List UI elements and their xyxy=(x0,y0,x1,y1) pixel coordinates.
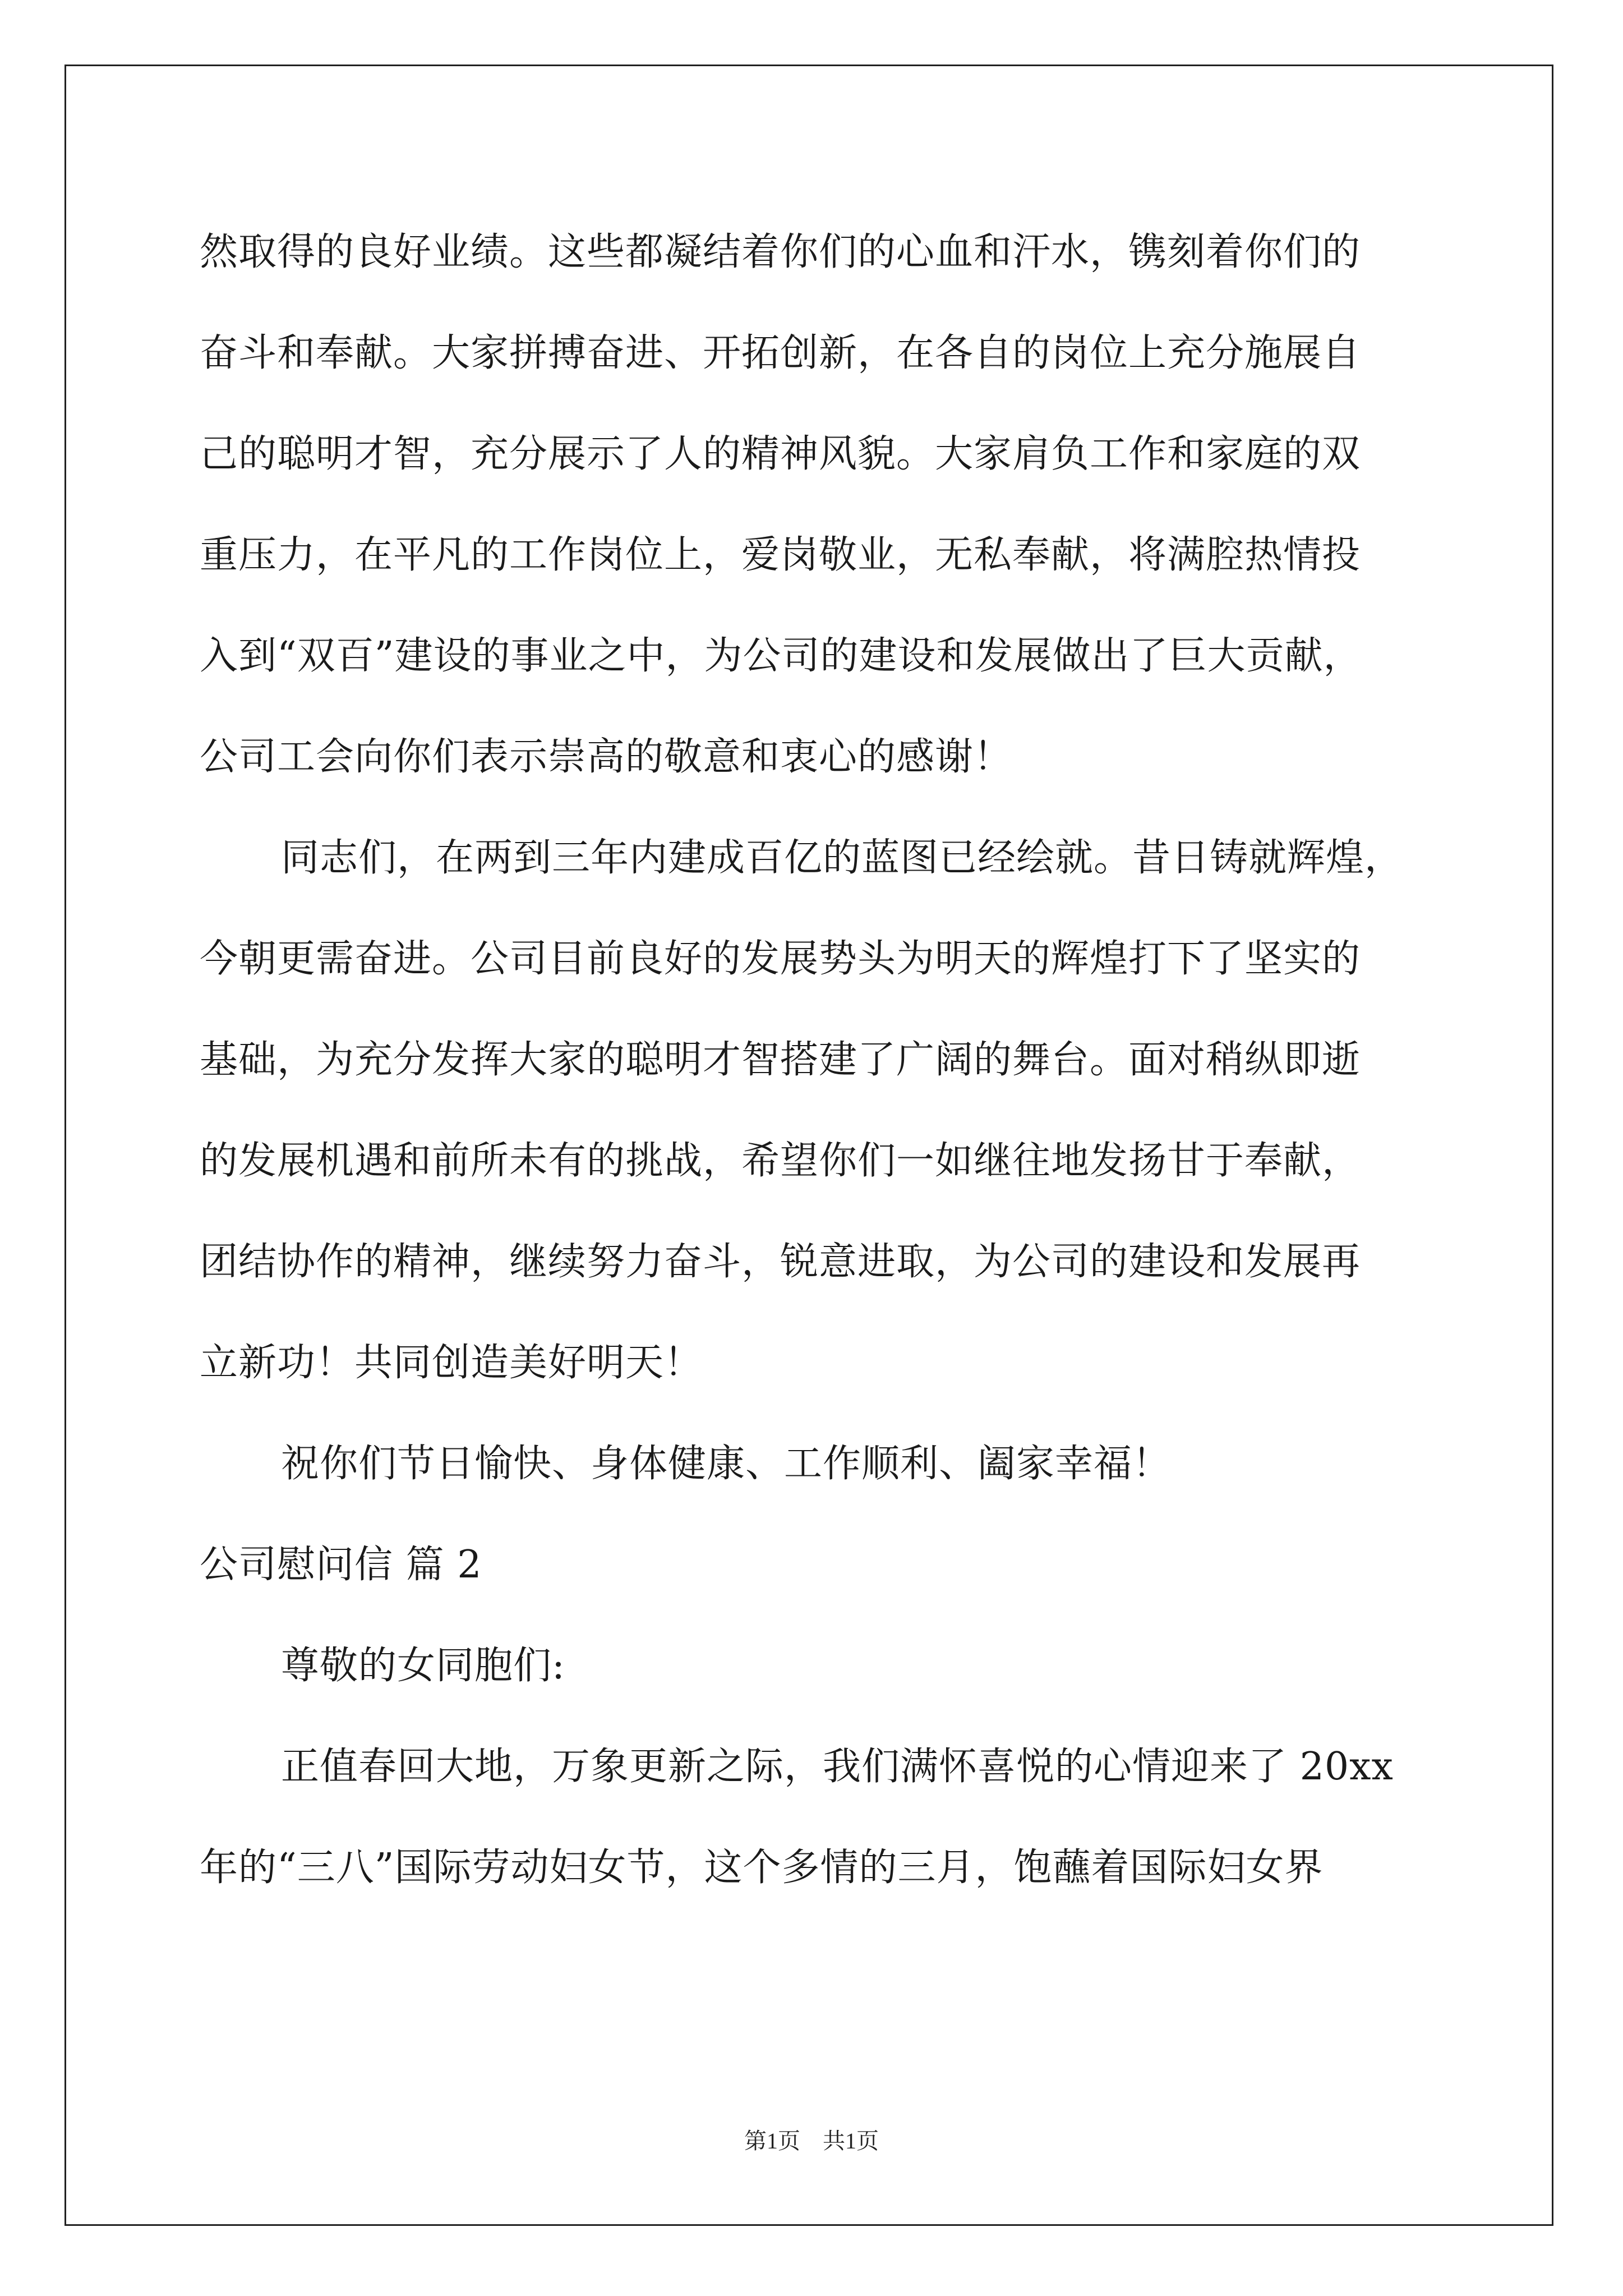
text-line: 入到“双百”建设的事业之中，为公司的建设和发展做出了巨大贡献， xyxy=(200,634,1362,678)
document-body xyxy=(200,210,1456,1927)
text-line: 正值春回大地，万象更新之际，我们满怀喜悦的心情迎来了 20xx xyxy=(281,1745,1394,1789)
text-line: 公司工会向你们表示崇高的敬意和衷心的感谢！ xyxy=(200,735,1013,779)
text-line: 然取得的良好业绩。这些都凝结着你们的心血和汗水，镌刻着你们的 xyxy=(200,230,1361,274)
text-line: 基础，为充分发挥大家的聪明才智搭建了广阔的舞台。面对稍纵即逝 xyxy=(200,1038,1361,1082)
text-line: 立新功！共同创造美好明天！ xyxy=(200,1341,703,1385)
text-line: 己的聪明才智，充分展示了人的精神风貌。大家肩负工作和家庭的双 xyxy=(200,432,1361,476)
text-line: 奋斗和奉献。大家拼搏奋进、开拓创新，在各自的岗位上充分施展自 xyxy=(200,331,1361,375)
text-line: 重压力，在平凡的工作岗位上，爱岗敬业，无私奉献，将满腔热情投 xyxy=(200,533,1361,577)
text-line: 今朝更需奋进。公司目前良好的发展势头为明天的辉煌打下了坚实的 xyxy=(200,937,1361,981)
text-line: 祝你们节日愉快、身体健康、工作顺利、阖家幸福！ xyxy=(281,1442,1172,1486)
text-line: 同志们，在两到三年内建成百亿的蓝图已经绘就。昔日铸就辉煌， xyxy=(281,836,1404,880)
text-line: 团结协作的精神，继续努力奋斗，锐意进取，为公司的建设和发展再 xyxy=(200,1240,1361,1284)
salutation: 尊敬的女同胞们: xyxy=(281,1644,565,1688)
text-line: 的发展机遇和前所未有的挑战，希望你们一如继往地发扬甘于奉献， xyxy=(200,1139,1361,1183)
text-line: 年的“三八”国际劳动妇女节，这个多情的三月，饱蘸着国际妇女界 xyxy=(200,1846,1324,1890)
section-heading: 公司慰问信 篇 2 xyxy=(200,1543,482,1587)
page-footer: 第1页 共1页 xyxy=(744,2128,879,2154)
